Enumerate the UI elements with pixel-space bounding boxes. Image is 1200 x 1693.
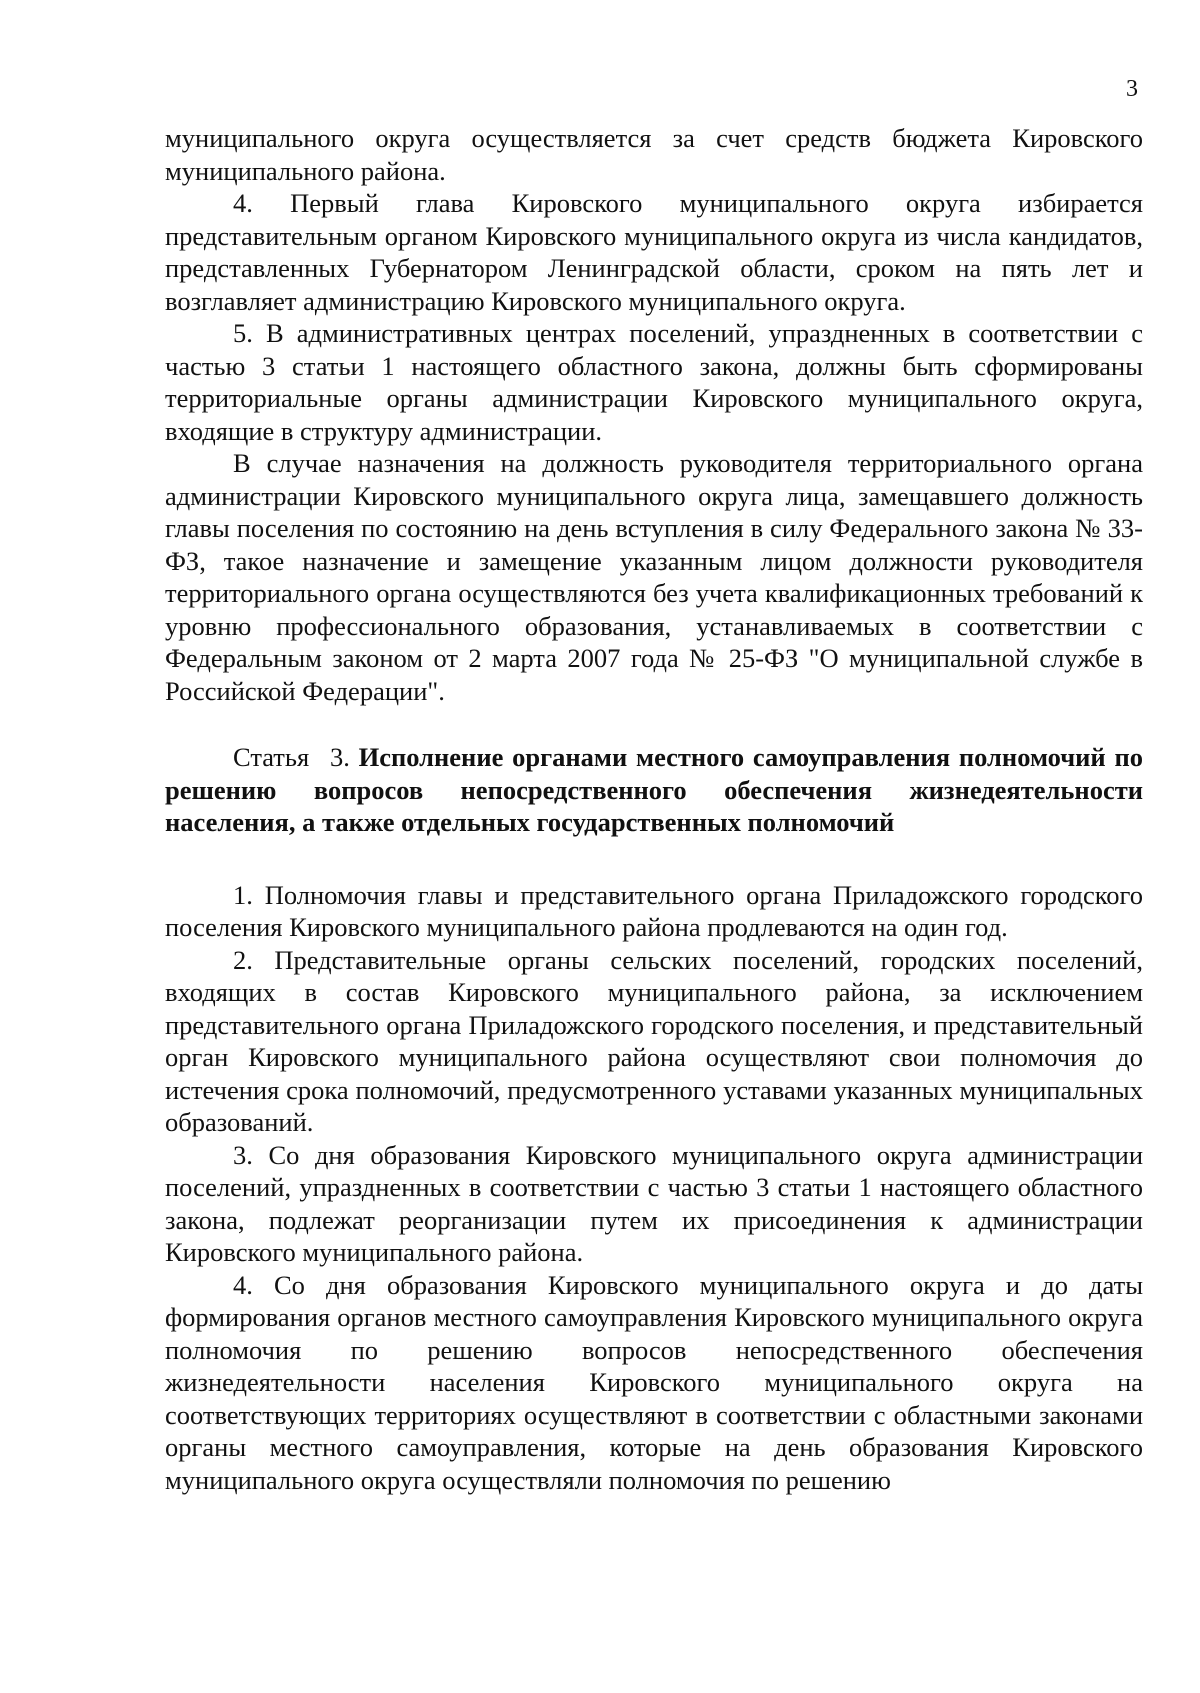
paragraph-appointment: В случае назначения на должность руководителя территориального органа администрации Кировского муниципального округа лица, замещавшего должность главы поселения по состоянию на день вступления в силу Федерального закона № 33-ФЗ, такое назначение и замещение указанным лицом должности руководителя территориального органа осуществляются без учета квалификационных требований к уровню профессионального образования, устанавливаемых в соответствии с Федеральным законом от 2 марта 2007 года № 25-ФЗ "О муниципальной службе в Российской Федерации". [165, 448, 1143, 706]
page-number: 3 [1126, 76, 1138, 102]
article-heading [165, 741, 1143, 839]
document-body [165, 122, 1143, 1496]
article-item-2: 2. Представительные органы сельских поселений, городских поселений, входящих в состав Кировского муниципального района, за исключением представительного органа Приладожского городского поселения, и представительный орган Кировского муниципального района осуществляют свои полномочия до истечения срока полномочий, предусмотренного уставами указанных муниципальных образований. [165, 944, 1143, 1137]
article-label: Статья 3. [233, 742, 350, 772]
paragraph-continuation: муниципального округа осуществляется за счет средств бюджета Кировского муниципального района. [165, 123, 1143, 186]
paragraph-item-4: 4. Первый глава Кировского муниципального округа избирается представительным органом Кировского муниципального округа из числа кандидатов, представленных Губернатором Ленинградской области, сроком на пять лет и возглавляет администрацию Кировского муниципального округа. [165, 188, 1143, 316]
article-title: Исполнение органами местного самоуправления полномочий по решению вопросов непосредственного обеспечения жизнедеятельности населения, а также отдельных государственных полномочий [165, 742, 1143, 837]
article-item-3: 3. Со дня образования Кировского муниципального округа администрации поселений, упраздненных в соответствии с частью 3 статьи 1 настоящего областного закона, подлежат реорганизации путем их присоединения к администрации Кировского муниципального района. [165, 1139, 1143, 1267]
paragraph-item-5: 5. В административных центрах поселений, упраздненных в соответствии с частью 3 статьи 1 настоящего областного закона, должны быть сформированы территориальные органы администрации Кировского муниципального округа, входящие в структуру администрации. [165, 318, 1143, 446]
article-item-1: 1. Полномочия главы и представительного органа Приладожского городского поселения Кировского муниципального района продлеваются на один год. [165, 879, 1143, 942]
article-item-4: 4. Со дня образования Кировского муниципального округа и до даты формирования органов местного самоуправления Кировского муниципального округа полномочия по решению вопросов непосредственного обеспечения жизнедеятельности населения Кировского муниципального округа на соответствующих территориях осуществляют в соответствии с областными законами органы местного самоуправления, которые на день образования Кировского муниципального округа осуществляли полномочия по решению [165, 1269, 1143, 1495]
